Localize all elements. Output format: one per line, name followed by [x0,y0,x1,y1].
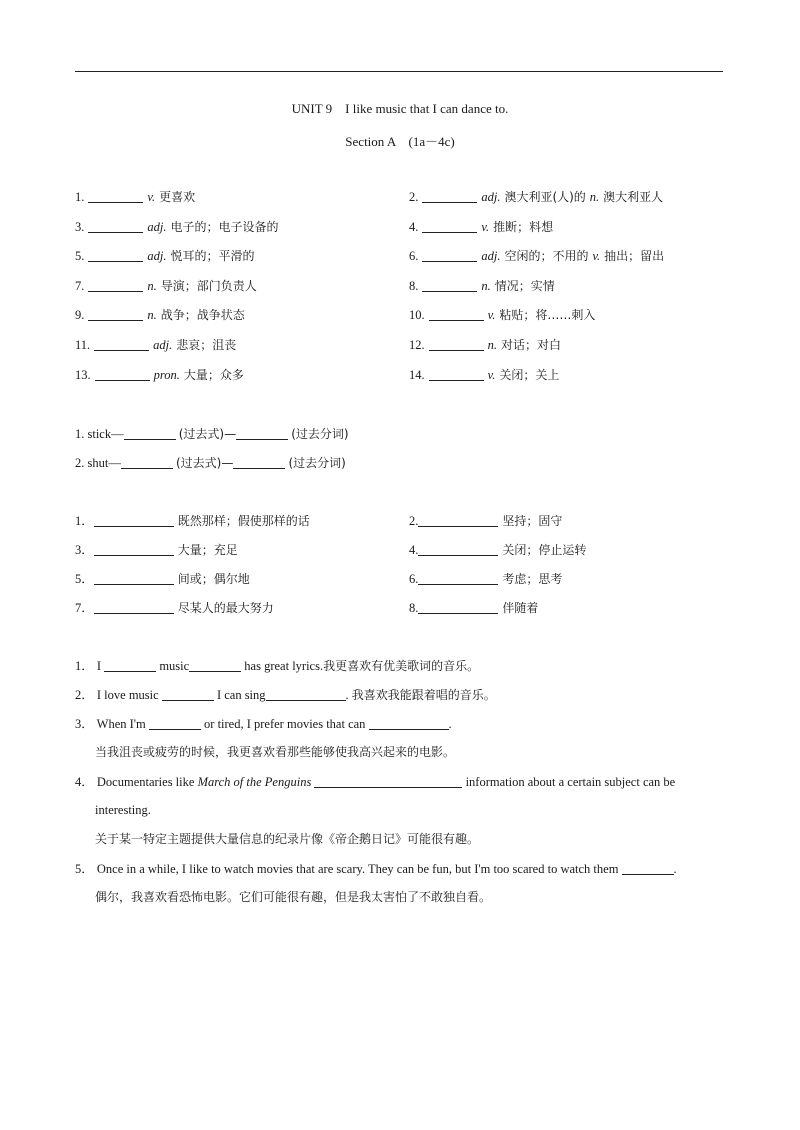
meaning: 大量；众多 [183,368,244,382]
part-of-speech: n. [589,190,600,204]
answer-blank[interactable] [422,247,477,262]
item-number: 10. [409,308,425,322]
answer-blank[interactable] [162,686,214,701]
sentence-text: I can sing [216,688,266,702]
vocab-item [75,245,254,265]
sentence-item [75,771,725,791]
answer-blank[interactable] [94,599,174,614]
answer-blank[interactable] [95,366,150,381]
meaning: 电子的；电子设备的 [170,220,279,234]
item-number: 8. [409,601,419,615]
past-participle-label: (过去分词) [288,456,346,470]
sentence-translation [95,829,479,849]
past-tense-blank[interactable] [121,454,173,469]
base-verb: shut— [87,456,121,470]
meaning: 推断；料想 [493,220,554,234]
part-of-speech: n. [481,279,491,293]
phrase-item [409,597,538,617]
answer-blank[interactable] [94,336,149,351]
meaning: 关闭；关上 [499,368,560,382]
meaning: 间或；偶尔地 [177,572,250,586]
part-of-speech: n. [147,279,157,293]
part-of-speech: n. [487,338,497,352]
sentence-text: music [159,659,190,673]
item-number: 9. [75,308,85,322]
meaning: 澳大利亚(人)的 [504,190,586,204]
part-of-speech: v. [592,249,601,263]
answer-blank[interactable] [266,686,346,701]
answer-blank[interactable] [88,247,143,262]
answer-blank[interactable] [88,218,143,233]
item-number: 6. [409,249,419,263]
answer-blank[interactable] [88,188,143,203]
item-number: 6. [409,572,419,586]
vocab-item [75,216,278,236]
vocab-item [75,186,195,206]
part-of-speech: v. [487,368,496,382]
item-number: 4． [75,775,94,789]
item-number: 2. [409,514,419,528]
item-number: 12. [409,338,425,352]
answer-blank[interactable] [94,541,174,556]
phrase-item [75,510,310,530]
vocab-item [409,364,559,384]
answer-blank[interactable] [94,512,174,527]
meaning: 悦耳的；平滑的 [170,249,255,263]
answer-blank[interactable] [94,570,174,585]
vocab-item [75,304,245,324]
sentence-text: . [448,717,452,731]
sentence-text: I [96,659,102,673]
part-of-speech: adj. [481,249,501,263]
item-number: 7． [75,601,94,615]
part-of-speech: v. [487,308,496,322]
sentence-translation [95,742,455,762]
page-subtitle: Section A (1a－4c) [345,134,455,149]
item-number: 4. [409,220,419,234]
item-number: 3． [75,543,94,557]
sentence-text: or tired, I prefer movies that can [204,717,366,731]
meaning: 大量；充足 [177,543,238,557]
answer-blank[interactable] [104,657,156,672]
item-number: 7. [75,279,85,293]
sentence-item [75,858,725,878]
item-number: 2. [75,456,85,470]
part-of-speech: v. [147,190,156,204]
sentence-text: Once in a while, I like to watch movies that are scary. They can be fun, but I'm too scared to watch them [96,862,619,876]
answer-blank[interactable] [422,218,477,233]
meaning: 坚持；固守 [502,514,563,528]
past-tense-blank[interactable] [124,425,176,440]
sentence-text: I love music [96,688,159,702]
translation: 关于某一特定主题提供大量信息的纪录片像《帝企鹅日记》可能很有趣。 [95,832,480,846]
answer-blank[interactable] [422,188,477,203]
phrase-item [409,539,586,559]
meaning: 粘贴；将……刺入 [499,308,596,322]
meaning: 澳大利亚人 [603,190,664,204]
vocab-item [409,186,663,206]
verb-form-item [75,423,349,443]
answer-blank[interactable] [314,773,462,788]
sentence-translation [95,887,491,907]
vocab-item [409,275,555,295]
past-participle-label: (过去分词) [291,427,349,441]
meaning: 伴随着 [502,601,539,615]
answer-blank[interactable] [622,860,674,875]
answer-blank[interactable] [422,277,477,292]
item-number: 1. [75,427,85,441]
sentence-item [75,684,496,704]
meaning: 考虑；思考 [502,572,563,586]
vocab-item [75,334,236,354]
item-number: 13. [75,368,91,382]
item-number: 8. [409,279,419,293]
item-number: 2. [409,190,419,204]
meaning: 更喜欢 [159,190,196,204]
vocab-item [409,334,561,354]
part-of-speech: v. [481,220,490,234]
meaning: 既然那样；假使那样的话 [177,514,310,528]
item-number: 5. [75,249,85,263]
phrase-item [409,510,562,530]
item-number: 3． [75,717,94,731]
sentence-item [75,655,479,675]
meaning: 空闲的；不用的 [504,249,589,263]
translation: 我喜欢我能跟着唱的音乐。 [351,688,496,702]
vocab-item [409,216,553,236]
film-title: March of the Penguins [197,775,312,789]
sentence-continuation [95,800,151,820]
sentence-text: information about a certain subject can be [465,775,676,789]
vocab-item [75,275,257,295]
meaning: 悲哀；沮丧 [176,338,237,352]
item-number: 1. [75,190,85,204]
answer-blank[interactable] [88,277,143,292]
answer-blank[interactable] [88,306,143,321]
item-number: 1． [75,514,94,528]
translation: 我更喜欢有优美歌词的音乐。 [323,659,480,673]
past-participle-blank[interactable] [233,454,285,469]
meaning: 尽某人的最大努力 [177,601,274,615]
answer-blank[interactable] [429,366,484,381]
translation: 偶尔，我喜欢看恐怖电影。它们可能很有趣，但是我太害怕了不敢独自看。 [95,890,492,904]
part-of-speech: n. [147,308,157,322]
phrase-item [75,539,238,559]
meaning: 关闭；停止运转 [502,543,587,557]
answer-blank[interactable] [418,599,498,614]
past-participle-blank[interactable] [236,425,288,440]
meaning: 对话；对白 [500,338,561,352]
meaning: 情况；实情 [494,279,555,293]
page-title: UNIT 9 I like music that I can dance to. [291,101,509,116]
item-number: 11. [75,338,91,352]
sentence-item [75,713,452,733]
sentence-text: . [673,862,677,876]
vocab-item [409,245,664,265]
phrase-item [75,568,250,588]
phrase-item [409,568,562,588]
base-verb: stick— [87,427,124,441]
answer-blank[interactable] [369,715,449,730]
item-number: 5． [75,572,94,586]
answer-blank[interactable] [429,306,484,321]
sentence-text: has great lyrics. [244,659,324,673]
part-of-speech: adj. [147,249,167,263]
header-rule [75,71,723,72]
past-tense-label: (过去式)— [178,427,237,441]
part-of-speech: adj. [481,190,501,204]
meaning: 导演；部门负责人 [160,279,257,293]
item-number: 14. [409,368,425,382]
vocab-item [75,364,244,384]
item-number: 2． [75,688,94,702]
answer-blank[interactable] [189,657,241,672]
meaning: 战争；战争状态 [160,308,245,322]
item-number: 3. [75,220,85,234]
answer-blank[interactable] [418,541,498,556]
answer-blank[interactable] [429,336,484,351]
vocab-item [409,304,595,324]
meaning: 抽出；留出 [604,249,665,263]
verb-form-item [75,452,346,472]
answer-blank[interactable] [418,570,498,585]
item-number: 1． [75,659,94,673]
part-of-speech: adj. [153,338,173,352]
answer-blank[interactable] [418,512,498,527]
sentence-text: . [345,688,349,702]
phrase-item [75,597,274,617]
sentence-text: When I'm [96,717,146,731]
sentence-text: Documentaries like [96,775,195,789]
sentence-text: interesting. [95,803,151,817]
part-of-speech: adj. [147,220,167,234]
item-number: 4. [409,543,419,557]
translation: 当我沮丧或疲劳的时候，我更喜欢看那些能够使我高兴起来的电影。 [95,745,456,759]
past-tense-label: (过去式)— [175,456,234,470]
item-number: 5． [75,862,94,876]
answer-blank[interactable] [149,715,201,730]
part-of-speech: pron. [153,368,180,382]
